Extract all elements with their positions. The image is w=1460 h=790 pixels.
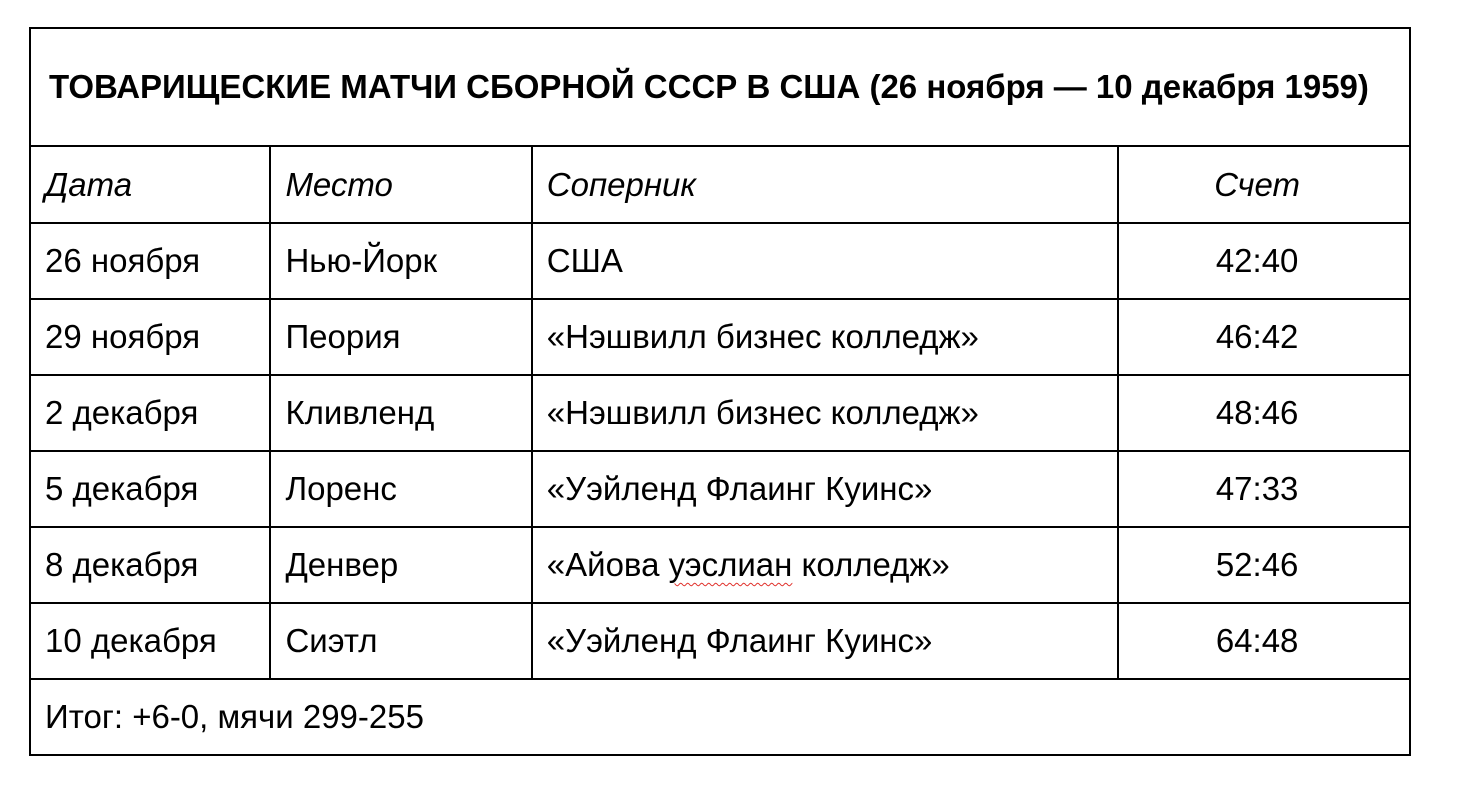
cell-score: 46:42 [1118,299,1410,375]
table-row [30,299,1410,375]
header-date: Дата [30,146,270,223]
cell-score: 64:48 [1118,603,1410,679]
opponent-text-after: колледж» [792,546,950,583]
table-row [30,451,1410,527]
cell-date: 5 декабря [30,451,270,527]
table-row [30,223,1410,299]
cell-opponent: «Нэшвилл бизнес колледж» [532,299,1118,375]
table-row [30,527,1410,603]
table-summary: Итог: +6-0, мячи 299-255 [30,679,1410,755]
matches-table [29,27,1411,756]
opponent-text-before: «Айова [546,546,669,583]
header-row [30,146,1410,223]
cell-opponent: «Уэйленд Флаинг Куинс» [532,603,1118,679]
cell-date: 26 ноября [30,223,270,299]
header-score: Счет [1118,146,1410,223]
cell-opponent: США [532,223,1118,299]
cell-score: 52:46 [1118,527,1410,603]
cell-date: 10 декабря [30,603,270,679]
cell-score: 42:40 [1118,223,1410,299]
table-row [30,603,1410,679]
cell-place: Лоренс [270,451,531,527]
cell-opponent: «Нэшвилл бизнес колледж» [532,375,1118,451]
cell-place: Денвер [270,527,531,603]
cell-place: Сиэтл [270,603,531,679]
cell-score: 47:33 [1118,451,1410,527]
cell-date: 8 декабря [30,527,270,603]
title-row [30,28,1410,146]
cell-opponent [532,527,1118,603]
cell-place: Кливленд [270,375,531,451]
cell-date: 2 декабря [30,375,270,451]
table-title [30,28,1410,146]
footer-row [30,679,1410,755]
header-place: Место [270,146,531,223]
table-title-text: ТОВАРИЩЕСКИЕ МАТЧИ СБОРНОЙ СССР В США (26 ноября — 10 декабря 1959) [49,68,1369,105]
table-row [30,375,1410,451]
cell-score: 48:46 [1118,375,1410,451]
misspelled-word[interactable]: уэслиан [668,546,793,583]
header-opponent: Соперник [532,146,1118,223]
cell-opponent: «Уэйленд Флаинг Куинс» [532,451,1118,527]
cell-date: 29 ноября [30,299,270,375]
cell-place: Нью-Йорк [270,223,531,299]
cell-place: Пеория [270,299,531,375]
